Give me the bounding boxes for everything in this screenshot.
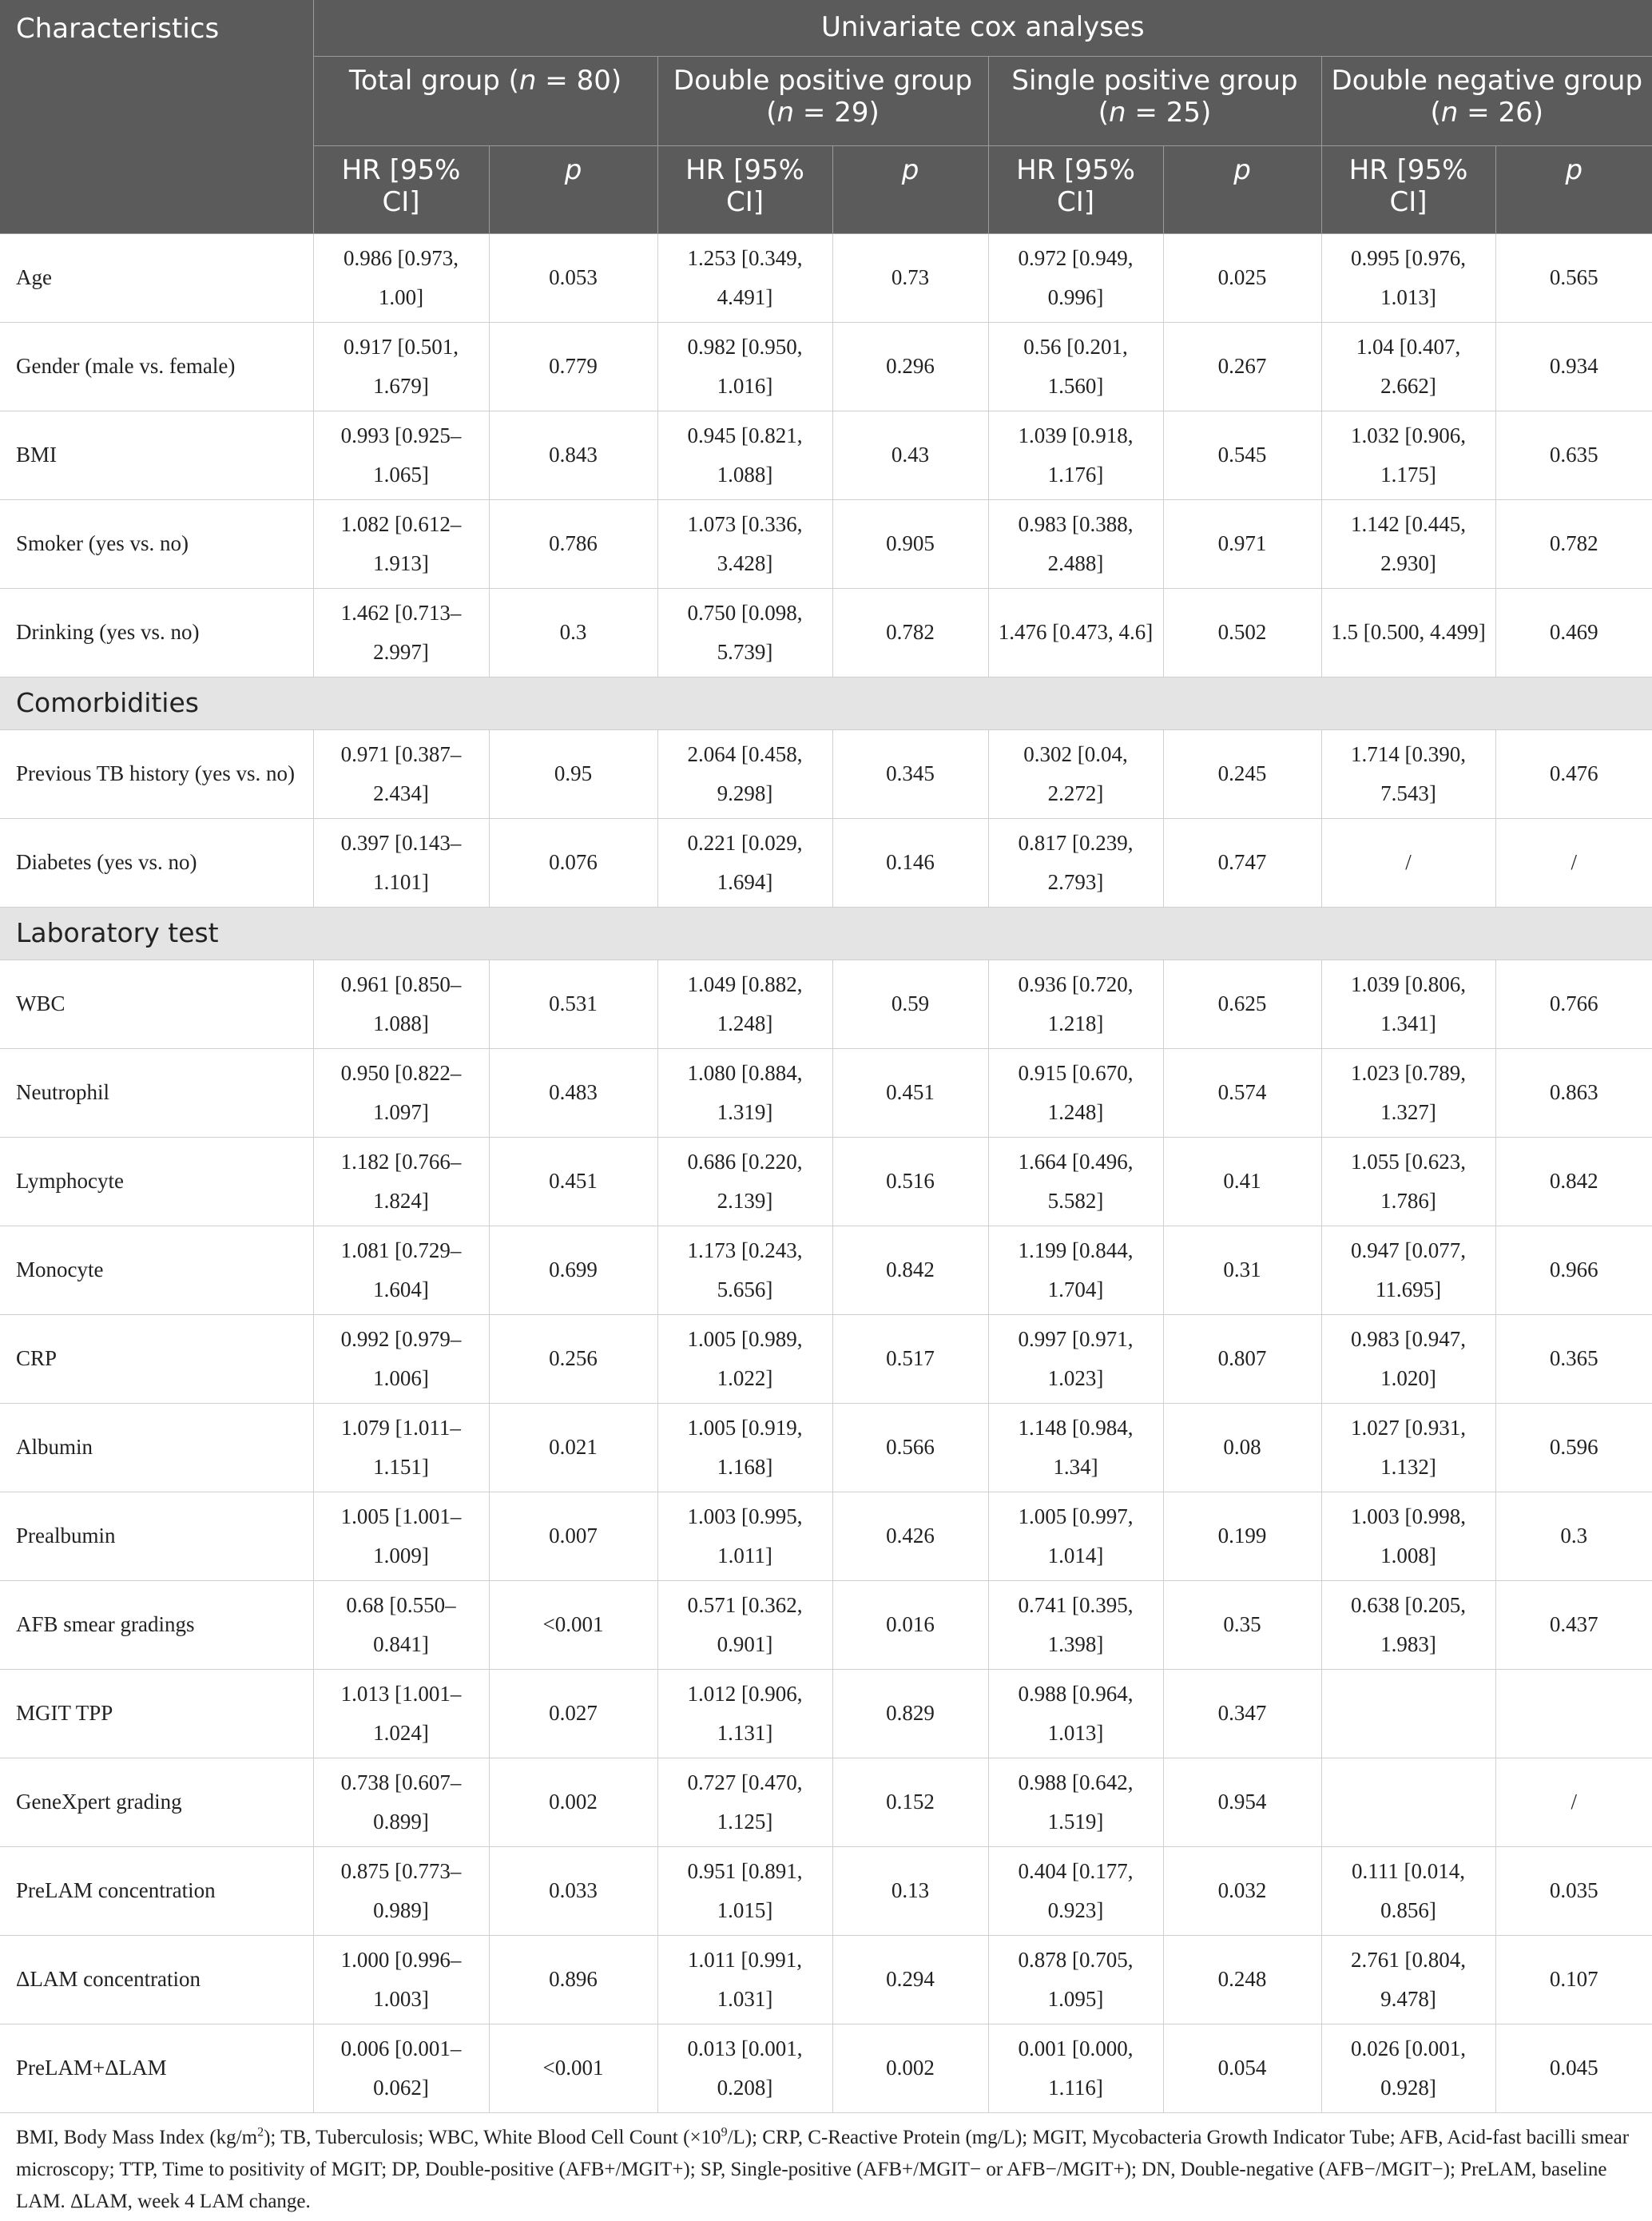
table-footnote: BMI, Body Mass Index $(kg/m^2)$; TB, Tuberculosis; WBC, White Blood Cell Count $(\times 10^9/L)$; CRP, C-Reactive Protein (mg/L); MGIT, Mycobacteria Growth Indicator Tube; AFB, Acid-fast bacilli smear microscopy; TTP, Time to positivity of MGIT; DP, Double-positive (AFB+/MGIT+); SP, Single-positive (AFB+/MGIT− or AFB−/MGIT+); DN, Double-negative (AFB−/MGIT−); PreLAM, baseline LAM. ΔLAM, week 4 LAM change.	[16, 2125, 1630, 2212]
hr-cell: 0.741 [0.395, 1.398]	[988, 1580, 1163, 1669]
p-value-cell: /	[1495, 818, 1652, 907]
p-value-cell: 0.451	[489, 1137, 657, 1226]
hr-cell: 0.993 [0.925–1.065]	[313, 411, 489, 499]
row-label: Gender (male vs. female)	[0, 322, 313, 411]
p-value-cell: 0.032	[1163, 1846, 1321, 1935]
table-row	[0, 588, 1652, 677]
p-value-cell: 0.905	[832, 499, 988, 588]
table-body	[0, 233, 1652, 2112]
hr-cell: 1.011 [0.991, 1.031]	[657, 1935, 832, 2024]
row-label: Previous TB history (yes vs. no)	[0, 729, 313, 818]
p-value-cell: 0.345	[832, 729, 988, 818]
p-value-cell: 0.35	[1163, 1580, 1321, 1669]
table-row	[0, 1492, 1652, 1580]
hr-cell: 0.995 [0.976, 1.013]	[1321, 233, 1495, 322]
hr-cell: 1.055 [0.623, 1.786]	[1321, 1137, 1495, 1226]
table-row	[0, 960, 1652, 1048]
hr-cell: 1.082 [0.612–1.913]	[313, 499, 489, 588]
row-label: MGIT TPP	[0, 1669, 313, 1758]
hr-cell: 1.173 [0.243, 5.656]	[657, 1226, 832, 1314]
group-header-double-positive: Double positive group (n = 29)	[657, 56, 988, 145]
hr-cell: 0.983 [0.947, 1.020]	[1321, 1314, 1495, 1403]
p-value-cell: 0.426	[832, 1492, 988, 1580]
hr-cell: 0.951 [0.891, 1.015]	[657, 1846, 832, 1935]
hr-cell: 1.462 [0.713–2.997]	[313, 588, 489, 677]
section-title: Comorbidities	[0, 677, 1652, 729]
p-value-cell: 0.483	[489, 1048, 657, 1137]
p-value-cell: 0.294	[832, 1935, 988, 2024]
p-value-cell: 0.747	[1163, 818, 1321, 907]
hr-cell: 0.404 [0.177, 0.923]	[988, 1846, 1163, 1935]
p-value-cell: 0.596	[1495, 1403, 1652, 1492]
p-header: p	[1163, 145, 1321, 233]
p-value-cell: 0.517	[832, 1314, 988, 1403]
hr-cell: 1.049 [0.882, 1.248]	[657, 960, 832, 1048]
hr-cell: 1.005 [0.989, 1.022]	[657, 1314, 832, 1403]
p-header: p	[832, 145, 988, 233]
p-value-cell: 0.002	[832, 2024, 988, 2112]
p-value-cell: 0.59	[832, 960, 988, 1048]
p-value-cell: 0.437	[1495, 1580, 1652, 1669]
hr-cell: 0.817 [0.239, 2.793]	[988, 818, 1163, 907]
p-value-cell: 0.782	[832, 588, 988, 677]
p-value-cell: 0.296	[832, 322, 988, 411]
p-value-cell: 0.807	[1163, 1314, 1321, 1403]
hr-cell: 1.080 [0.884, 1.319]	[657, 1048, 832, 1137]
p-value-cell: 0.021	[489, 1403, 657, 1492]
p-header: p	[489, 145, 657, 233]
table-row	[0, 1314, 1652, 1403]
hr-cell: 0.686 [0.220, 2.139]	[657, 1137, 832, 1226]
hr-cell: 1.023 [0.789, 1.327]	[1321, 1048, 1495, 1137]
p-value-cell: 0.3	[1495, 1492, 1652, 1580]
hr-cell: 0.397 [0.143–1.101]	[313, 818, 489, 907]
hr-cell: 1.142 [0.445, 2.930]	[1321, 499, 1495, 588]
hr-cell: 0.738 [0.607–0.899]	[313, 1758, 489, 1846]
hr-cell: 2.761 [0.804, 9.478]	[1321, 1935, 1495, 2024]
row-label: ΔLAM concentration	[0, 1935, 313, 2024]
section-header-row	[0, 677, 1652, 729]
hr-cell: 1.039 [0.918, 1.176]	[988, 411, 1163, 499]
table-row	[0, 1669, 1652, 1758]
hr-cell: 0.006 [0.001–0.062]	[313, 2024, 489, 2112]
hr-cell: 1.013 [1.001–1.024]	[313, 1669, 489, 1758]
p-value-cell: 0.002	[489, 1758, 657, 1846]
hr-cell: 1.148 [0.984, 1.34]	[988, 1403, 1163, 1492]
table-row	[0, 1403, 1652, 1492]
p-value-cell: 0.766	[1495, 960, 1652, 1048]
hr-cell: 0.945 [0.821, 1.088]	[657, 411, 832, 499]
p-value-cell: /	[1495, 1758, 1652, 1846]
row-label: Prealbumin	[0, 1492, 313, 1580]
table-row	[0, 499, 1652, 588]
hr-cell: 1.003 [0.998, 1.008]	[1321, 1492, 1495, 1580]
p-value-cell: 0.531	[489, 960, 657, 1048]
hr-cell: 0.950 [0.822–1.097]	[313, 1048, 489, 1137]
table-row	[0, 818, 1652, 907]
p-value-cell: 0.08	[1163, 1403, 1321, 1492]
hr-cell: 0.571 [0.362, 0.901]	[657, 1580, 832, 1669]
p-value-cell: 0.625	[1163, 960, 1321, 1048]
p-value-cell: 0.245	[1163, 729, 1321, 818]
p-value-cell: 0.256	[489, 1314, 657, 1403]
row-label: GeneXpert grading	[0, 1758, 313, 1846]
p-value-cell: 0.966	[1495, 1226, 1652, 1314]
hr-cell: 1.199 [0.844, 1.704]	[988, 1226, 1163, 1314]
hr-cell: 1.079 [1.011–1.151]	[313, 1403, 489, 1492]
p-value-cell	[1495, 1669, 1652, 1758]
hr-cell: 0.917 [0.501, 1.679]	[313, 322, 489, 411]
p-header: p	[1495, 145, 1652, 233]
hr-cell: 0.961 [0.850–1.088]	[313, 960, 489, 1048]
hr-cell: 0.986 [0.973, 1.00]	[313, 233, 489, 322]
hr-cell: 0.638 [0.205, 1.983]	[1321, 1580, 1495, 1669]
hr-cell: 0.947 [0.077, 11.695]	[1321, 1226, 1495, 1314]
p-value-cell: 0.31	[1163, 1226, 1321, 1314]
p-value-cell: 0.267	[1163, 322, 1321, 411]
p-value-cell: 0.107	[1495, 1935, 1652, 2024]
p-value-cell: 0.045	[1495, 2024, 1652, 2112]
row-label: CRP	[0, 1314, 313, 1403]
p-value-cell: 0.782	[1495, 499, 1652, 588]
p-value-cell: 0.95	[489, 729, 657, 818]
p-value-cell: 0.146	[832, 818, 988, 907]
hr-cell: 0.026 [0.001, 0.928]	[1321, 2024, 1495, 2112]
p-value-cell: 0.248	[1163, 1935, 1321, 2024]
p-value-cell: 0.3	[489, 588, 657, 677]
p-value-cell: 0.574	[1163, 1048, 1321, 1137]
table-row	[0, 233, 1652, 322]
row-label: Neutrophil	[0, 1048, 313, 1137]
p-value-cell: 0.007	[489, 1492, 657, 1580]
row-label: Lymphocyte	[0, 1137, 313, 1226]
hr-header: HR [95% CI]	[313, 145, 489, 233]
p-value-cell: 0.027	[489, 1669, 657, 1758]
p-value-cell: 0.971	[1163, 499, 1321, 588]
hr-cell: 1.5 [0.500, 4.499]	[1321, 588, 1495, 677]
p-value-cell: 0.954	[1163, 1758, 1321, 1846]
hr-cell: 0.111 [0.014, 0.856]	[1321, 1846, 1495, 1935]
hr-cell: 0.971 [0.387–2.434]	[313, 729, 489, 818]
hr-cell: 1.476 [0.473, 4.6]	[988, 588, 1163, 677]
table-row	[0, 1935, 1652, 2024]
p-value-cell: 0.779	[489, 322, 657, 411]
hr-cell: 1.714 [0.390, 7.543]	[1321, 729, 1495, 818]
p-value-cell: 0.565	[1495, 233, 1652, 322]
hr-cell: 1.182 [0.766–1.824]	[313, 1137, 489, 1226]
group-header-double-negative: Double negative group (n = 26)	[1321, 56, 1652, 145]
row-label: WBC	[0, 960, 313, 1048]
hr-cell: 0.001 [0.000, 1.116]	[988, 2024, 1163, 2112]
p-value-cell: 0.365	[1495, 1314, 1652, 1403]
p-value-cell: 0.699	[489, 1226, 657, 1314]
hr-cell: 1.039 [0.806, 1.341]	[1321, 960, 1495, 1048]
hr-cell: 1.012 [0.906, 1.131]	[657, 1669, 832, 1758]
hr-cell: 1.027 [0.931, 1.132]	[1321, 1403, 1495, 1492]
p-value-cell: 0.566	[832, 1403, 988, 1492]
hr-cell: 1.005 [0.997, 1.014]	[988, 1492, 1163, 1580]
hr-cell: 1.073 [0.336, 3.428]	[657, 499, 832, 588]
p-value-cell: 0.199	[1163, 1492, 1321, 1580]
table-row	[0, 1226, 1652, 1314]
section-title: Laboratory test	[0, 907, 1652, 960]
p-value-cell: 0.934	[1495, 322, 1652, 411]
table-row	[0, 1048, 1652, 1137]
hr-cell: 1.005 [1.001–1.009]	[313, 1492, 489, 1580]
hr-cell: 1.081 [0.729–1.604]	[313, 1226, 489, 1314]
hr-header: HR [95% CI]	[657, 145, 832, 233]
p-value-cell: 0.016	[832, 1580, 988, 1669]
hr-cell: 0.988 [0.642, 1.519]	[988, 1758, 1163, 1846]
p-value-cell: 0.053	[489, 233, 657, 322]
hr-cell: 0.221 [0.029, 1.694]	[657, 818, 832, 907]
hr-cell: 0.997 [0.971, 1.023]	[988, 1314, 1163, 1403]
p-value-cell: <0.001	[489, 1580, 657, 1669]
hr-cell	[1321, 1669, 1495, 1758]
p-value-cell: 0.545	[1163, 411, 1321, 499]
row-label: Drinking (yes vs. no)	[0, 588, 313, 677]
characteristics-header: Characteristics	[0, 0, 313, 233]
p-value-cell: 0.451	[832, 1048, 988, 1137]
hr-cell: 1.005 [0.919, 1.168]	[657, 1403, 832, 1492]
hr-header: HR [95% CI]	[1321, 145, 1495, 233]
table-row	[0, 729, 1652, 818]
p-value-cell: 0.076	[489, 818, 657, 907]
hr-cell: 1.664 [0.496, 5.582]	[988, 1137, 1163, 1226]
hr-cell: 0.878 [0.705, 1.095]	[988, 1935, 1163, 2024]
p-value-cell: <0.001	[489, 2024, 657, 2112]
hr-cell: 0.992 [0.979–1.006]	[313, 1314, 489, 1403]
row-label: PreLAM concentration	[0, 1846, 313, 1935]
hr-cell: 0.302 [0.04, 2.272]	[988, 729, 1163, 818]
univariate-header: Univariate cox analyses	[313, 0, 1652, 56]
p-value-cell: 0.786	[489, 499, 657, 588]
group-header-total: Total group (n = 80)	[313, 56, 657, 145]
p-value-cell: 0.469	[1495, 588, 1652, 677]
p-value-cell: 0.516	[832, 1137, 988, 1226]
row-label: Monocyte	[0, 1226, 313, 1314]
hr-cell: 1.003 [0.995, 1.011]	[657, 1492, 832, 1580]
row-label: AFB smear gradings	[0, 1580, 313, 1669]
table-row	[0, 1758, 1652, 1846]
p-value-cell: 0.635	[1495, 411, 1652, 499]
table-row	[0, 2024, 1652, 2112]
hr-cell: 0.875 [0.773–0.989]	[313, 1846, 489, 1935]
row-label: Age	[0, 233, 313, 322]
group-header-single-positive: Single positive group (n = 25)	[988, 56, 1321, 145]
hr-cell: 1.032 [0.906, 1.175]	[1321, 411, 1495, 499]
row-label: BMI	[0, 411, 313, 499]
table-row	[0, 322, 1652, 411]
p-value-cell: 0.863	[1495, 1048, 1652, 1137]
hr-cell: 0.013 [0.001, 0.208]	[657, 2024, 832, 2112]
hr-cell: 0.982 [0.950, 1.016]	[657, 322, 832, 411]
hr-cell: 2.064 [0.458, 9.298]	[657, 729, 832, 818]
p-value-cell: 0.829	[832, 1669, 988, 1758]
p-value-cell: 0.025	[1163, 233, 1321, 322]
hr-cell	[1321, 1758, 1495, 1846]
p-value-cell: 0.842	[1495, 1137, 1652, 1226]
p-value-cell: 0.054	[1163, 2024, 1321, 2112]
hr-cell: 0.56 [0.201, 1.560]	[988, 322, 1163, 411]
p-value-cell: 0.502	[1163, 588, 1321, 677]
p-value-cell: 0.73	[832, 233, 988, 322]
p-value-cell: 0.842	[832, 1226, 988, 1314]
p-value-cell: 0.43	[832, 411, 988, 499]
row-label: Diabetes (yes vs. no)	[0, 818, 313, 907]
table-row	[0, 1580, 1652, 1669]
row-label: Smoker (yes vs. no)	[0, 499, 313, 588]
table-row	[0, 1846, 1652, 1935]
hr-cell: 0.988 [0.964, 1.013]	[988, 1669, 1163, 1758]
hr-header: HR [95% CI]	[988, 145, 1163, 233]
header-row-top	[0, 0, 1652, 56]
p-value-cell: 0.033	[489, 1846, 657, 1935]
p-value-cell: 0.347	[1163, 1669, 1321, 1758]
hr-cell: 0.68 [0.550–0.841]	[313, 1580, 489, 1669]
row-label: PreLAM+ΔLAM	[0, 2024, 313, 2112]
hr-cell: 0.750 [0.098, 5.739]	[657, 588, 832, 677]
hr-cell: 1.04 [0.407, 2.662]	[1321, 322, 1495, 411]
hr-cell: 0.936 [0.720, 1.218]	[988, 960, 1163, 1048]
hr-cell: 1.253 [0.349, 4.491]	[657, 233, 832, 322]
p-value-cell: 0.13	[832, 1846, 988, 1935]
p-value-cell: 0.035	[1495, 1846, 1652, 1935]
p-value-cell: 0.896	[489, 1935, 657, 2024]
hr-cell: 0.915 [0.670, 1.248]	[988, 1048, 1163, 1137]
p-value-cell: 0.476	[1495, 729, 1652, 818]
p-value-cell: 0.41	[1163, 1137, 1321, 1226]
row-label: Albumin	[0, 1403, 313, 1492]
hr-cell: 1.000 [0.996–1.003]	[313, 1935, 489, 2024]
p-value-cell: 0.152	[832, 1758, 988, 1846]
p-value-cell: 0.843	[489, 411, 657, 499]
table-row	[0, 411, 1652, 499]
hr-cell: 0.983 [0.388, 2.488]	[988, 499, 1163, 588]
section-header-row	[0, 907, 1652, 960]
table-row	[0, 1137, 1652, 1226]
hr-cell: 0.727 [0.470, 1.125]	[657, 1758, 832, 1846]
hr-cell: 0.972 [0.949, 0.996]	[988, 233, 1163, 322]
hr-cell: /	[1321, 818, 1495, 907]
